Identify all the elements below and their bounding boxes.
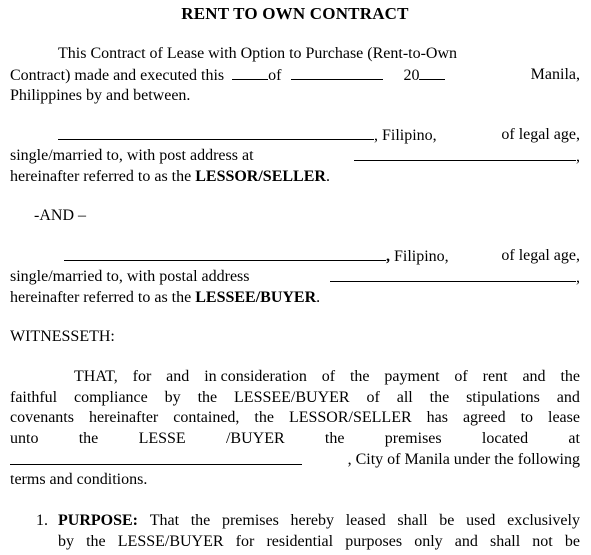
word: agreed [462,409,506,426]
word: used [466,512,496,529]
consideration-line-3 [10,408,580,428]
consideration-text: , City of Manila under the following [347,451,580,468]
lessor-text: single/married to, with post address at [10,147,254,164]
word: the [86,533,106,550]
word: in consideration [204,368,307,385]
intro-line-3 [10,86,580,106]
consideration-line-4 [10,429,580,449]
clause-1-line-2 [58,532,580,552]
month-blank [291,65,383,80]
witnesseth-heading: WITNESSETH: [10,328,115,345]
lessor-role: LESSOR/SELLER [195,168,326,185]
lessee-role: LESSEE/BUYER [195,289,317,306]
word: by [58,533,74,550]
intro-text: Philippines by and between. [10,87,191,104]
word: lease [548,409,580,426]
intro-line-2 [10,65,580,85]
word: the [254,409,274,426]
lessee-text: Filipino, [394,248,449,265]
word: purposes [345,533,403,550]
lessee-text: , [386,248,390,265]
lessor-text: hereinafter referred to as the [10,168,192,185]
lessor-name-blank [58,125,374,140]
word: stipulations [466,389,540,406]
word: and [166,368,190,385]
word: and [522,368,546,385]
word: exclusively [507,512,580,529]
word: the [324,430,345,447]
word: be [564,533,580,550]
word: located [481,430,529,447]
year-prefix: 20 [403,67,420,84]
intro-text: Manila, [530,66,580,83]
word: has [426,409,448,426]
premises-location-blank [10,450,302,465]
consideration-text: terms and conditions. [10,471,148,488]
word: payment [384,368,440,385]
lessee-name-blank [64,246,386,261]
word: the [190,512,211,529]
word: /BUYER [225,430,285,447]
word: by [164,389,181,406]
word: shall [489,533,521,550]
word: rent [482,368,508,385]
lessor-line-3 [10,167,580,187]
word: hereby [290,512,335,529]
word: the [197,389,218,406]
word: unto [10,430,39,447]
word: only [414,533,443,550]
word: and [556,389,580,406]
clause-1-line-1 [10,511,580,531]
word: hereinafter [88,409,159,426]
word: LESSE/BUYER [117,533,224,550]
lessor-text: , Filipino, [374,127,437,144]
word: all [396,389,413,406]
word: the [560,368,580,385]
intro-text: of [268,67,282,84]
word: of [454,368,468,385]
word: and [454,533,478,550]
word: be [439,512,455,529]
lessee-text: of legal age, [501,247,580,264]
word: faithful [10,389,58,406]
lessee-line-1 [10,246,580,266]
lessor-text: , [576,148,580,165]
clause-heading: PURPOSE: [58,512,138,529]
lessee-line-3 [10,288,580,308]
word: to [520,409,534,426]
word: That [149,512,180,529]
word: the [349,368,370,385]
lessor-address-blank [354,146,576,161]
word: residential [266,533,334,550]
word: shall [397,512,428,529]
word: LESSOR/SELLER [288,409,412,426]
consideration-line-6 [10,470,580,490]
lessor-text: . [325,168,330,185]
word: at [568,430,580,447]
year-blank [419,65,445,80]
word: the [429,389,450,406]
word: premises [221,512,279,529]
lessee-text: hereinafter referred to as the [10,289,192,306]
intro-text: Contract) made and executed this [10,67,225,84]
lessee-address-blank [330,267,576,282]
lessee-line-2 [10,267,580,287]
word: covenants [10,409,74,426]
word: of [321,368,336,385]
intro-line-1 [10,44,580,64]
consideration-line-1 [74,367,580,387]
document-title: RENT TO OWN CONTRACT [181,4,409,23]
word: compliance [74,389,148,406]
lessee-text: , [576,269,580,286]
lessee-text: . [316,289,321,306]
word: THAT, [74,368,118,385]
word: LESSE [138,430,186,447]
intro-text: This Contract of Lease with Option to Purchase (Rent-to-Own [58,45,458,62]
day-blank [232,65,268,80]
word: of [366,389,380,406]
consideration-line-2 [10,388,580,408]
word: for [235,533,255,550]
word: not [532,533,553,550]
word: LESSEE/BUYER [234,389,350,406]
word: the [78,430,99,447]
lessor-line-1 [10,125,580,145]
lessor-line-2 [10,146,580,166]
word: leased [345,512,386,529]
word: premises [384,430,442,447]
and-separator: -AND – [34,207,86,224]
word: contained, [173,409,240,426]
lessee-text: single/married to, with postal address [10,268,250,285]
word: for [132,368,152,385]
clause-number: 1. [36,512,48,529]
consideration-line-5 [10,450,580,470]
lessor-text: of legal age, [501,126,580,143]
